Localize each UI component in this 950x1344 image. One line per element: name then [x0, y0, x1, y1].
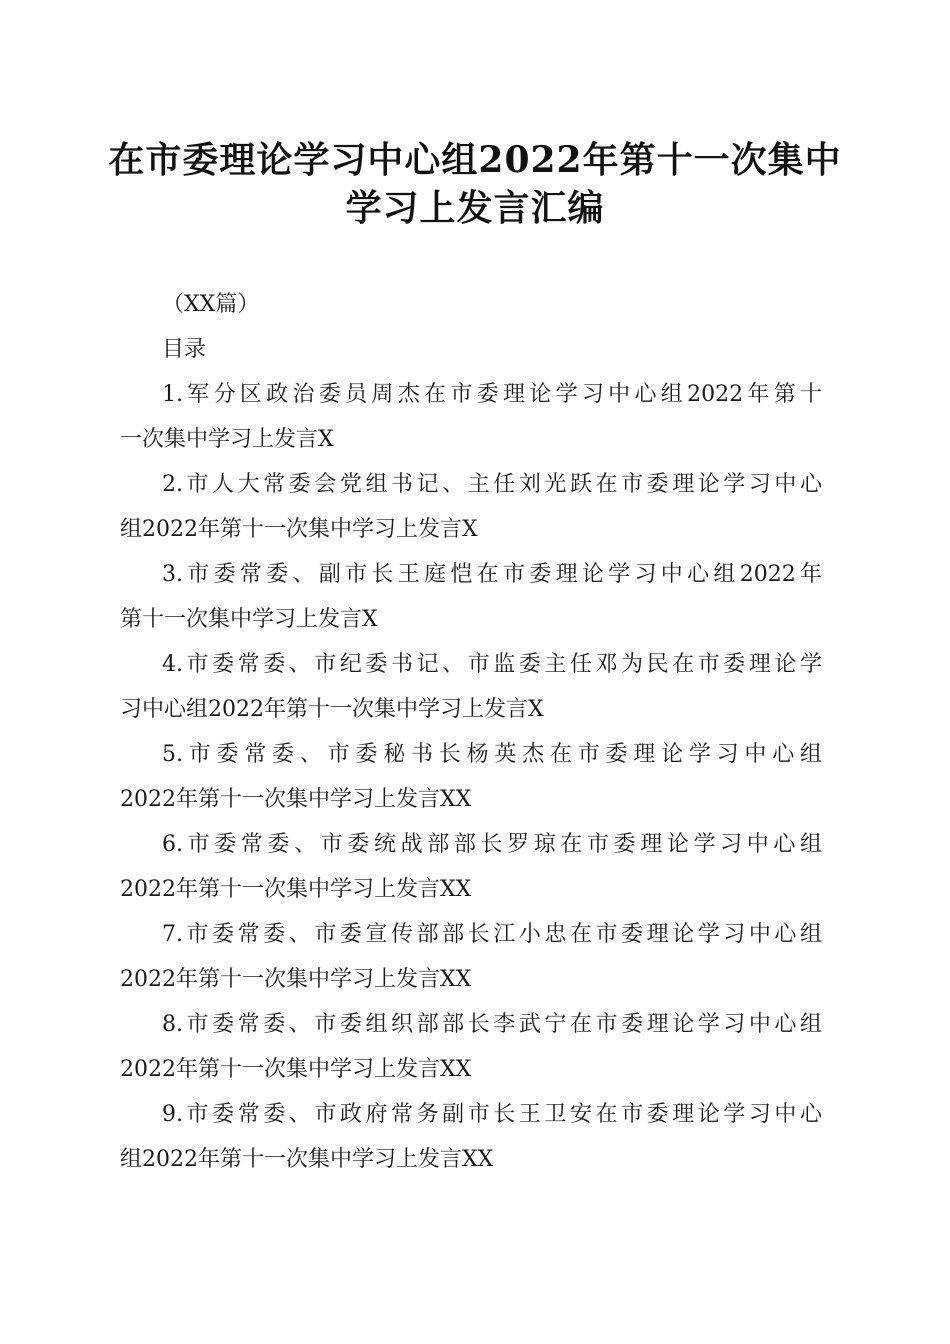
toc-item-line-2: 2022年第十一次集中学习上发言XX	[120, 1057, 472, 1082]
toc-heading: 目录	[162, 337, 207, 362]
toc-item	[120, 372, 822, 462]
toc-item-line-1: 7.市委常委、市委宣传部部长江小忠在市委理论学习中心组	[162, 922, 822, 947]
toc-item-line-2: 2022年第十一次集中学习上发言XX	[120, 967, 472, 992]
toc-item	[120, 552, 822, 642]
toc-item-line-1: 9.市委常委、市政府常务副市长王卫安在市委理论学习中心	[162, 1102, 822, 1127]
toc-item-line-2: 第十一次集中学习上发言X	[120, 607, 378, 632]
toc-item-line-2: 习中心组2022年第十一次集中学习上发言X	[120, 697, 544, 722]
toc-item	[120, 912, 822, 1002]
toc-item-line-2: 一次集中学习上发言X	[120, 427, 334, 452]
toc-item-line-2: 2022年第十一次集中学习上发言XX	[120, 877, 472, 902]
title-line-2: 学习上发言汇编	[345, 187, 605, 229]
toc-item	[120, 462, 822, 552]
subtitle: （XX篇）	[162, 292, 260, 317]
toc-item-line-1: 4.市委常委、市纪委书记、市监委主任邓为民在市委理论学	[162, 652, 822, 677]
toc-item-line-2: 组2022年第十一次集中学习上发言X	[120, 517, 478, 542]
document-title	[90, 136, 860, 232]
toc-item-line-1: 5.市委常委、市委秘书长杨英杰在市委理论学习中心组	[162, 742, 822, 767]
toc-item	[120, 732, 822, 822]
document-body	[120, 282, 822, 1182]
title-line-1: 在市委理论学习中心组2022年第十一次集中	[108, 139, 842, 181]
toc-item	[120, 642, 822, 732]
toc-item-line-1: 8.市委常委、市委组织部部长李武宁在市委理论学习中心组	[162, 1012, 822, 1037]
toc-item-line-1: 2.市人大常委会党组书记、主任刘光跃在市委理论学习中心	[162, 472, 822, 497]
toc-item-line-2: 组2022年第十一次集中学习上发言XX	[120, 1147, 494, 1172]
toc-item	[120, 1092, 822, 1182]
toc-item-line-1: 3.市委常委、副市长王庭恺在市委理论学习中心组2022年	[162, 562, 822, 587]
toc-item-line-1: 1.军分区政治委员周杰在市委理论学习中心组2022年第十	[162, 382, 822, 407]
toc-item-line-1: 6.市委常委、市委统战部部长罗琼在市委理论学习中心组	[162, 832, 822, 857]
toc-item	[120, 822, 822, 912]
toc-item	[120, 1002, 822, 1092]
toc-item-line-2: 2022年第十一次集中学习上发言XX	[120, 787, 472, 812]
